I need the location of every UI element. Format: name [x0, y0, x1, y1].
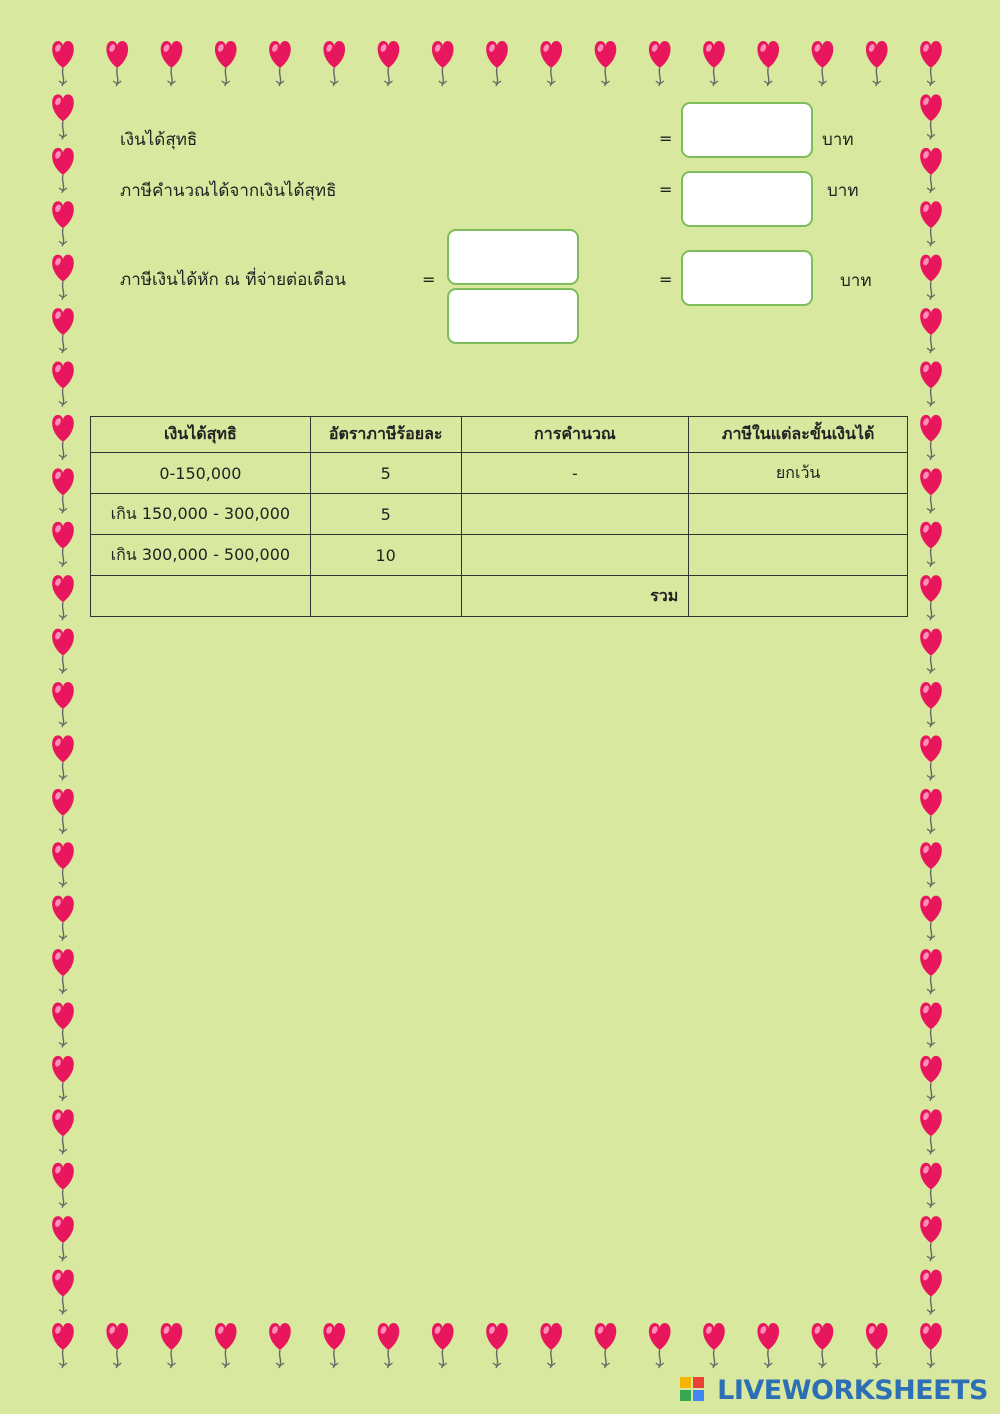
heart-balloon-icon: [52, 1323, 74, 1368]
column-header-calculation: การคำนวณ: [461, 417, 689, 453]
heart-balloon-icon: [866, 1323, 888, 1368]
heart-balloon-icon: [920, 575, 942, 620]
heart-balloon-icon: [920, 842, 942, 887]
net-income-input[interactable]: [681, 102, 813, 158]
bracket-tax-cell: [689, 535, 908, 576]
heart-balloon-icon: [52, 362, 74, 407]
heart-balloon-icon: [812, 1323, 834, 1368]
heart-balloon-icon: [52, 949, 74, 994]
tax-rate-cell: 5: [310, 453, 461, 494]
heart-balloon-icon: [52, 1270, 74, 1315]
unit-label: บาท: [827, 181, 859, 201]
calculation-cell: [461, 494, 689, 535]
heart-balloon-icon: [52, 1163, 74, 1208]
heart-balloon-icon: [703, 41, 725, 86]
table-header-row: [91, 417, 908, 453]
heart-balloon-icon: [52, 896, 74, 941]
heart-balloon-icon: [432, 41, 454, 86]
heart-balloon-icon: [52, 522, 74, 567]
heart-balloon-icon: [52, 41, 74, 86]
heart-balloon-icon: [52, 468, 74, 513]
total-tax-cell: [689, 576, 908, 617]
heart-balloon-icon: [920, 896, 942, 941]
heart-balloon-icon: [486, 41, 508, 86]
heart-balloon-icon: [52, 308, 74, 353]
liveworksheets-brand[interactable]: LIVEWORKSHEETS: [717, 1375, 988, 1406]
bracket-tax-input[interactable]: [689, 493, 911, 535]
heart-balloon-icon: [920, 362, 942, 407]
heart-balloon-icon: [52, 1109, 74, 1154]
heart-balloon-icon: [323, 1323, 345, 1368]
net-income-label: เงินได้สุทธิ: [120, 130, 198, 150]
unit-label: บาท: [822, 130, 854, 150]
heart-balloon-icon: [52, 94, 74, 139]
calculation-cell: -: [461, 453, 689, 494]
heart-balloon-icon: [920, 1003, 942, 1048]
tax-rate-cell: 10: [310, 535, 461, 576]
table-row: [91, 453, 908, 494]
heart-balloon-icon: [269, 41, 291, 86]
calculation-input[interactable]: [462, 534, 693, 576]
tax-from-net-income-input[interactable]: [681, 171, 813, 227]
heart-balloon-icon: [920, 201, 942, 246]
heart-balloon-icon: [649, 41, 671, 86]
heart-balloon-icon: [323, 41, 345, 86]
fraction-denominator-input[interactable]: [447, 288, 579, 344]
column-header-tax-per-bracket: ภาษีในแต่ละขั้นเงินได้: [689, 417, 908, 453]
heart-balloon-icon: [920, 1323, 942, 1368]
heart-balloon-icon: [52, 415, 74, 460]
tax-rate-cell: 5: [310, 494, 461, 535]
heart-balloon-icon: [920, 148, 942, 193]
heart-balloon-icon: [378, 41, 400, 86]
heart-balloon-icon: [703, 1323, 725, 1368]
heart-balloon-icon: [52, 629, 74, 674]
tax-from-net-income-label: ภาษีคำนวณได้จากเงินได้สุทธิ: [120, 181, 337, 201]
equals-sign: =: [659, 129, 673, 148]
heart-balloon-icon: [920, 949, 942, 994]
income-range-cell: เกิน 150,000 - 300,000: [91, 494, 311, 535]
heart-balloon-icon: [52, 842, 74, 887]
heart-balloon-icon: [920, 789, 942, 834]
heart-balloon-icon: [52, 682, 74, 727]
heart-balloon-icon: [106, 41, 128, 86]
heart-balloon-icon: [920, 94, 942, 139]
heart-balloon-icon: [595, 41, 617, 86]
heart-balloon-icon: [920, 682, 942, 727]
heart-balloon-icon: [920, 468, 942, 513]
table-row: [91, 535, 908, 576]
column-header-tax-rate: อัตราภาษีร้อยละ: [310, 417, 461, 453]
bracket-tax-cell: ยกเว้น: [689, 453, 908, 494]
equals-sign: =: [659, 270, 673, 289]
heart-balloon-icon: [52, 201, 74, 246]
heart-balloon-icon: [920, 1163, 942, 1208]
total-label: รวม: [461, 576, 689, 617]
tax-bracket-table: [90, 416, 908, 617]
calculation-cell: [461, 535, 689, 576]
monthly-withholding-input[interactable]: [681, 250, 813, 306]
total-tax-input[interactable]: [689, 575, 911, 617]
heart-balloon-icon: [486, 1323, 508, 1368]
heart-balloon-icon: [920, 1216, 942, 1261]
heart-balloon-icon: [920, 41, 942, 86]
heart-balloon-icon: [920, 629, 942, 674]
heart-balloon-icon: [161, 1323, 183, 1368]
table-total-row: [91, 576, 908, 617]
heart-balloon-icon: [540, 1323, 562, 1368]
heart-balloon-icon: [52, 148, 74, 193]
heart-balloon-icon: [52, 789, 74, 834]
table-row: [91, 494, 908, 535]
column-header-net-income: เงินได้สุทธิ: [91, 417, 311, 453]
heart-balloon-icon: [52, 575, 74, 620]
heart-balloon-icon: [812, 41, 834, 86]
heart-balloon-icon: [52, 1216, 74, 1261]
empty-cell: [91, 576, 311, 617]
equals-sign: =: [422, 270, 436, 289]
heart-balloon-icon: [52, 1003, 74, 1048]
heart-balloon-icon: [920, 522, 942, 567]
heart-balloon-icon: [920, 735, 942, 780]
heart-balloon-icon: [595, 1323, 617, 1368]
heart-balloon-icon: [215, 41, 237, 86]
heart-balloon-icon: [920, 308, 942, 353]
heart-balloon-icon: [920, 1109, 942, 1154]
unit-label: บาท: [840, 271, 872, 291]
heart-balloon-icon: [540, 41, 562, 86]
heart-balloon-icon: [269, 1323, 291, 1368]
monthly-withholding-label: ภาษีเงินได้หัก ณ ที่จ่ายต่อเดือน: [120, 270, 346, 290]
heart-balloon-icon: [215, 1323, 237, 1368]
bracket-tax-cell: [689, 494, 908, 535]
heart-balloon-icon: [866, 41, 888, 86]
heart-balloon-icon: [757, 41, 779, 86]
heart-balloon-icon: [757, 1323, 779, 1368]
heart-balloon-icon: [106, 1323, 128, 1368]
heart-balloon-icon: [920, 255, 942, 300]
income-range-cell: 0-150,000: [91, 453, 311, 494]
heart-balloon-icon: [920, 415, 942, 460]
heart-balloon-icon: [920, 1056, 942, 1101]
heart-balloon-icon: [378, 1323, 400, 1368]
income-range-cell: เกิน 300,000 - 500,000: [91, 535, 311, 576]
heart-balloon-icon: [161, 41, 183, 86]
heart-balloon-icon: [920, 1270, 942, 1315]
liveworksheets-logo-icon: [680, 1377, 704, 1401]
heart-balloon-icon: [52, 735, 74, 780]
calculation-input[interactable]: [462, 493, 693, 535]
equals-sign: =: [659, 180, 673, 199]
heart-balloon-icon: [649, 1323, 671, 1368]
heart-balloon-icon: [52, 255, 74, 300]
empty-cell: [310, 576, 461, 617]
fraction-numerator-input[interactable]: [447, 229, 579, 285]
heart-balloon-icon: [432, 1323, 454, 1368]
bracket-tax-input[interactable]: [689, 534, 911, 576]
heart-balloon-icon: [52, 1056, 74, 1101]
